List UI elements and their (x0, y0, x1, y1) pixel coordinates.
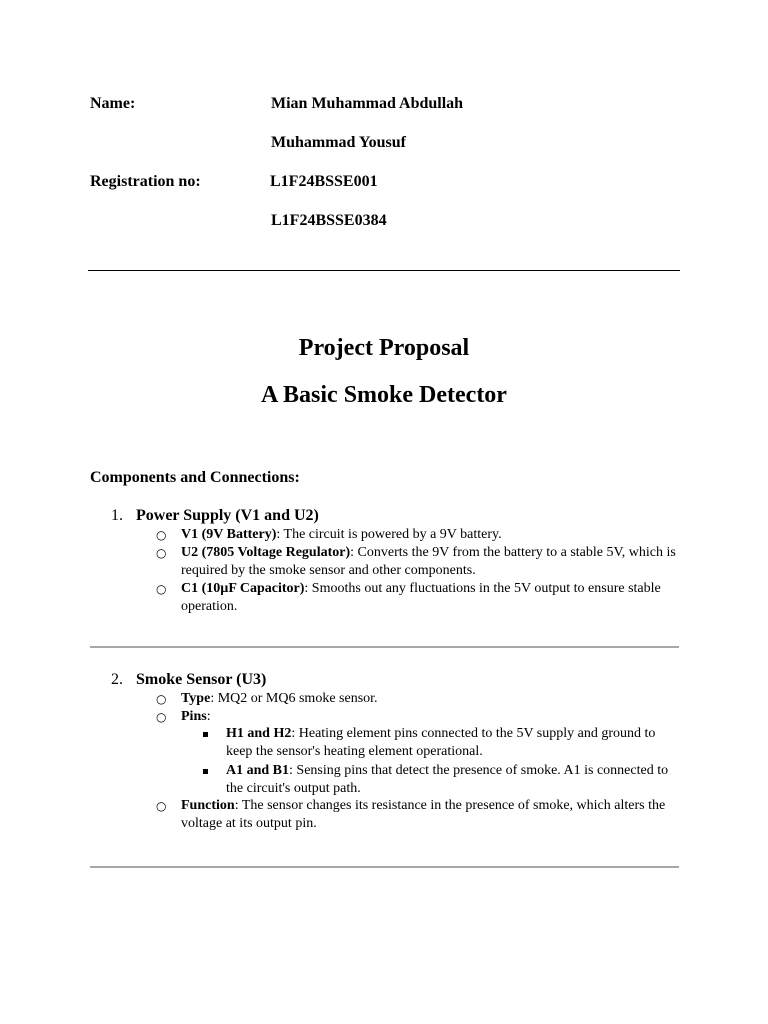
hollow-bullet-icon: ○ (156, 799, 167, 813)
registration-number-2: L1F24BSSE0384 (271, 212, 387, 229)
student-name-1: Mian Muhammad Abdullah (271, 95, 464, 112)
list-item: Type: MQ2 or MQ6 smoke sensor. (181, 691, 378, 706)
section-1-number: 1. (111, 507, 123, 524)
registration-number-1: L1F24BSSE001 (270, 173, 378, 190)
list-item: U2 (7805 Voltage Regulator): Converts the 9V from the battery to a stable 5V, which is required by the smoke sensor and other components. (181, 545, 676, 578)
document-title: Project Proposal (298, 335, 470, 361)
list-item: A1 and B1: Sensing pins that detect the presence of smoke. A1 is connected to the circuit's output path. (226, 763, 669, 796)
list-item: C1 (10µF Capacitor): Smooths out any fluctuations in the 5V output to ensure stable operation. (181, 581, 661, 614)
document-subtitle: A Basic Smoke Detector (261, 382, 507, 408)
hollow-bullet-icon: ○ (156, 710, 167, 724)
name-label: Name: (90, 95, 136, 112)
header-divider (88, 270, 680, 271)
section-2-title: Smoke Sensor (U3) (136, 671, 267, 688)
section-2-number: 2. (111, 671, 123, 688)
hollow-bullet-icon: ○ (156, 692, 167, 706)
square-bullet-icon (203, 769, 208, 774)
list-item: Pins: (181, 709, 211, 724)
list-item: Function: The sensor changes its resistance in the presence of smoke, which alters the voltage at its output pin. (181, 798, 666, 831)
hollow-bullet-icon: ○ (156, 582, 167, 596)
hollow-bullet-icon: ○ (156, 546, 167, 560)
registration-label: Registration no: (90, 173, 201, 190)
section-1-title: Power Supply (V1 and U2) (136, 507, 319, 524)
student-name-2: Muhammad Yousuf (271, 134, 406, 151)
list-item: V1 (9V Battery): The circuit is powered by a 9V battery. (181, 527, 502, 542)
section-divider (90, 866, 679, 868)
hollow-bullet-icon: ○ (156, 528, 167, 542)
components-heading: Components and Connections: (90, 469, 300, 486)
section-divider (90, 646, 679, 648)
list-item: H1 and H2: Heating element pins connected to the 5V supply and ground to keep the sensor's heating element operational. (226, 726, 656, 759)
square-bullet-icon (203, 732, 208, 737)
